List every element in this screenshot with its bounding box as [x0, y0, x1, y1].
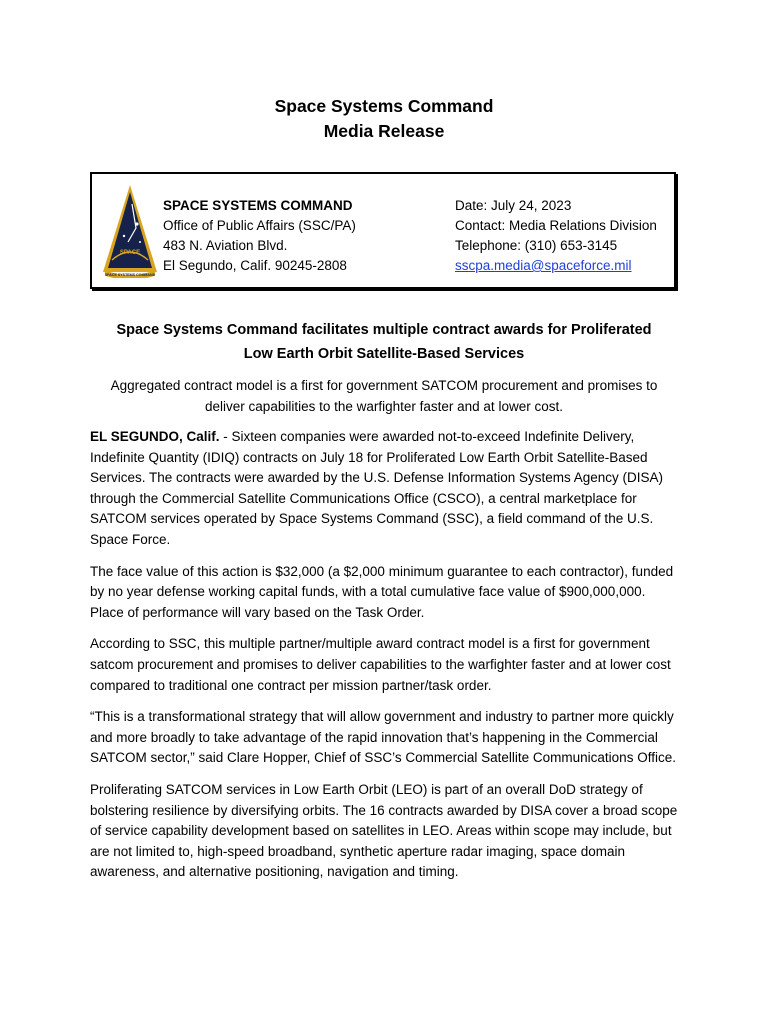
logo-label: SPACE SYSTEMS COMMAND [104, 273, 156, 277]
paragraph-1-text: - Sixteen companies were awarded not-to-exceed Indefinite Delivery, Indefinite Quantity (IDIQ) contracts on July 18 for Proliferated Low Earth Orbit Satellite-Based Services. The contracts were awarded by the U.S. Defense Information Systems Agency (DISA) through the Commercial Satellite Communications Office (CSCO), a central marketplace for SATCOM services operated by Space Systems Command (SSC), a field command of the U.S. Space Force. [90, 429, 663, 547]
email-link[interactable]: sscpa.media@spaceforce.mil [455, 258, 632, 273]
article-body [90, 427, 678, 894]
release-date: Date: July 24, 2023 [455, 198, 572, 213]
headline-line-2: Low Earth Orbit Satellite-Based Services [243, 346, 525, 362]
org-name: SPACE SYSTEMS COMMAND [163, 198, 353, 213]
contact-header-box [90, 172, 676, 289]
paragraph-5: Proliferating SATCOM services in Low Earth Orbit (LEO) is part of an overall DoD strategy of bolstering resilience by diversifying orbits. The 16 contracts awarded by DISA cover a broad scope of service capability development based on satellites in LEO. Areas within scope may include, but are not limited to, high-speed broadband, synthetic aperture radar imaging, space domain awareness, and alternative positioning, navigation and timing. [90, 781, 678, 880]
title-line-1: Space Systems Command [274, 96, 494, 116]
paragraph-3: According to SSC, this multiple partner/multiple award contract model is a first for government satcom procurement and promises to deliver capabilities to the warfighter faster and at lower cost compared to traditional one contract per mission partner/task order. [90, 636, 671, 693]
address-line-1: 483 N. Aviation Blvd. [163, 238, 288, 253]
paragraph-4: “This is a transformational strategy that will allow government and industry to partner more quickly and more broadly to take advantage of the rapid innovation that’s happening in the Commercial SATCOM sector,” said Clare Hopper, Chief of SSC’s Commercial Satellite Communications Office. [90, 709, 676, 766]
office-name: Office of Public Affairs (SSC/PA) [163, 218, 356, 233]
paragraph-1 [90, 427, 678, 551]
subheadline [90, 375, 678, 417]
ssc-emblem-icon [102, 184, 158, 278]
logo-text: SPACE [119, 250, 141, 256]
contact-division: Contact: Media Relations Division [455, 218, 657, 233]
contact-info-block [455, 196, 657, 276]
paragraph-2: The face value of this action is $32,000 (a $2,000 minimum guarantee to each contractor), funded by no year defense working capital funds, with a total cumulative face value of $900,000,000. Place of performance will vary based on the Task Order. [90, 563, 674, 620]
headline-line-1: Space Systems Command facilitates multiple contract awards for Proliferated [116, 322, 652, 338]
subhead-line-1: Aggregated contract model is a first for government SATCOM procurement and promises to [110, 378, 658, 393]
page-title [0, 94, 768, 144]
headline [90, 318, 678, 366]
org-address-block [163, 196, 356, 276]
title-line-2: Media Release [323, 121, 445, 141]
dateline: EL SEGUNDO, Calif. [90, 429, 220, 444]
address-line-2: El Segundo, Calif. 90245-2808 [163, 258, 347, 273]
subhead-line-2: deliver capabilities to the warfighter faster and at lower cost. [205, 399, 563, 414]
telephone: Telephone: (310) 653-3145 [455, 238, 618, 253]
